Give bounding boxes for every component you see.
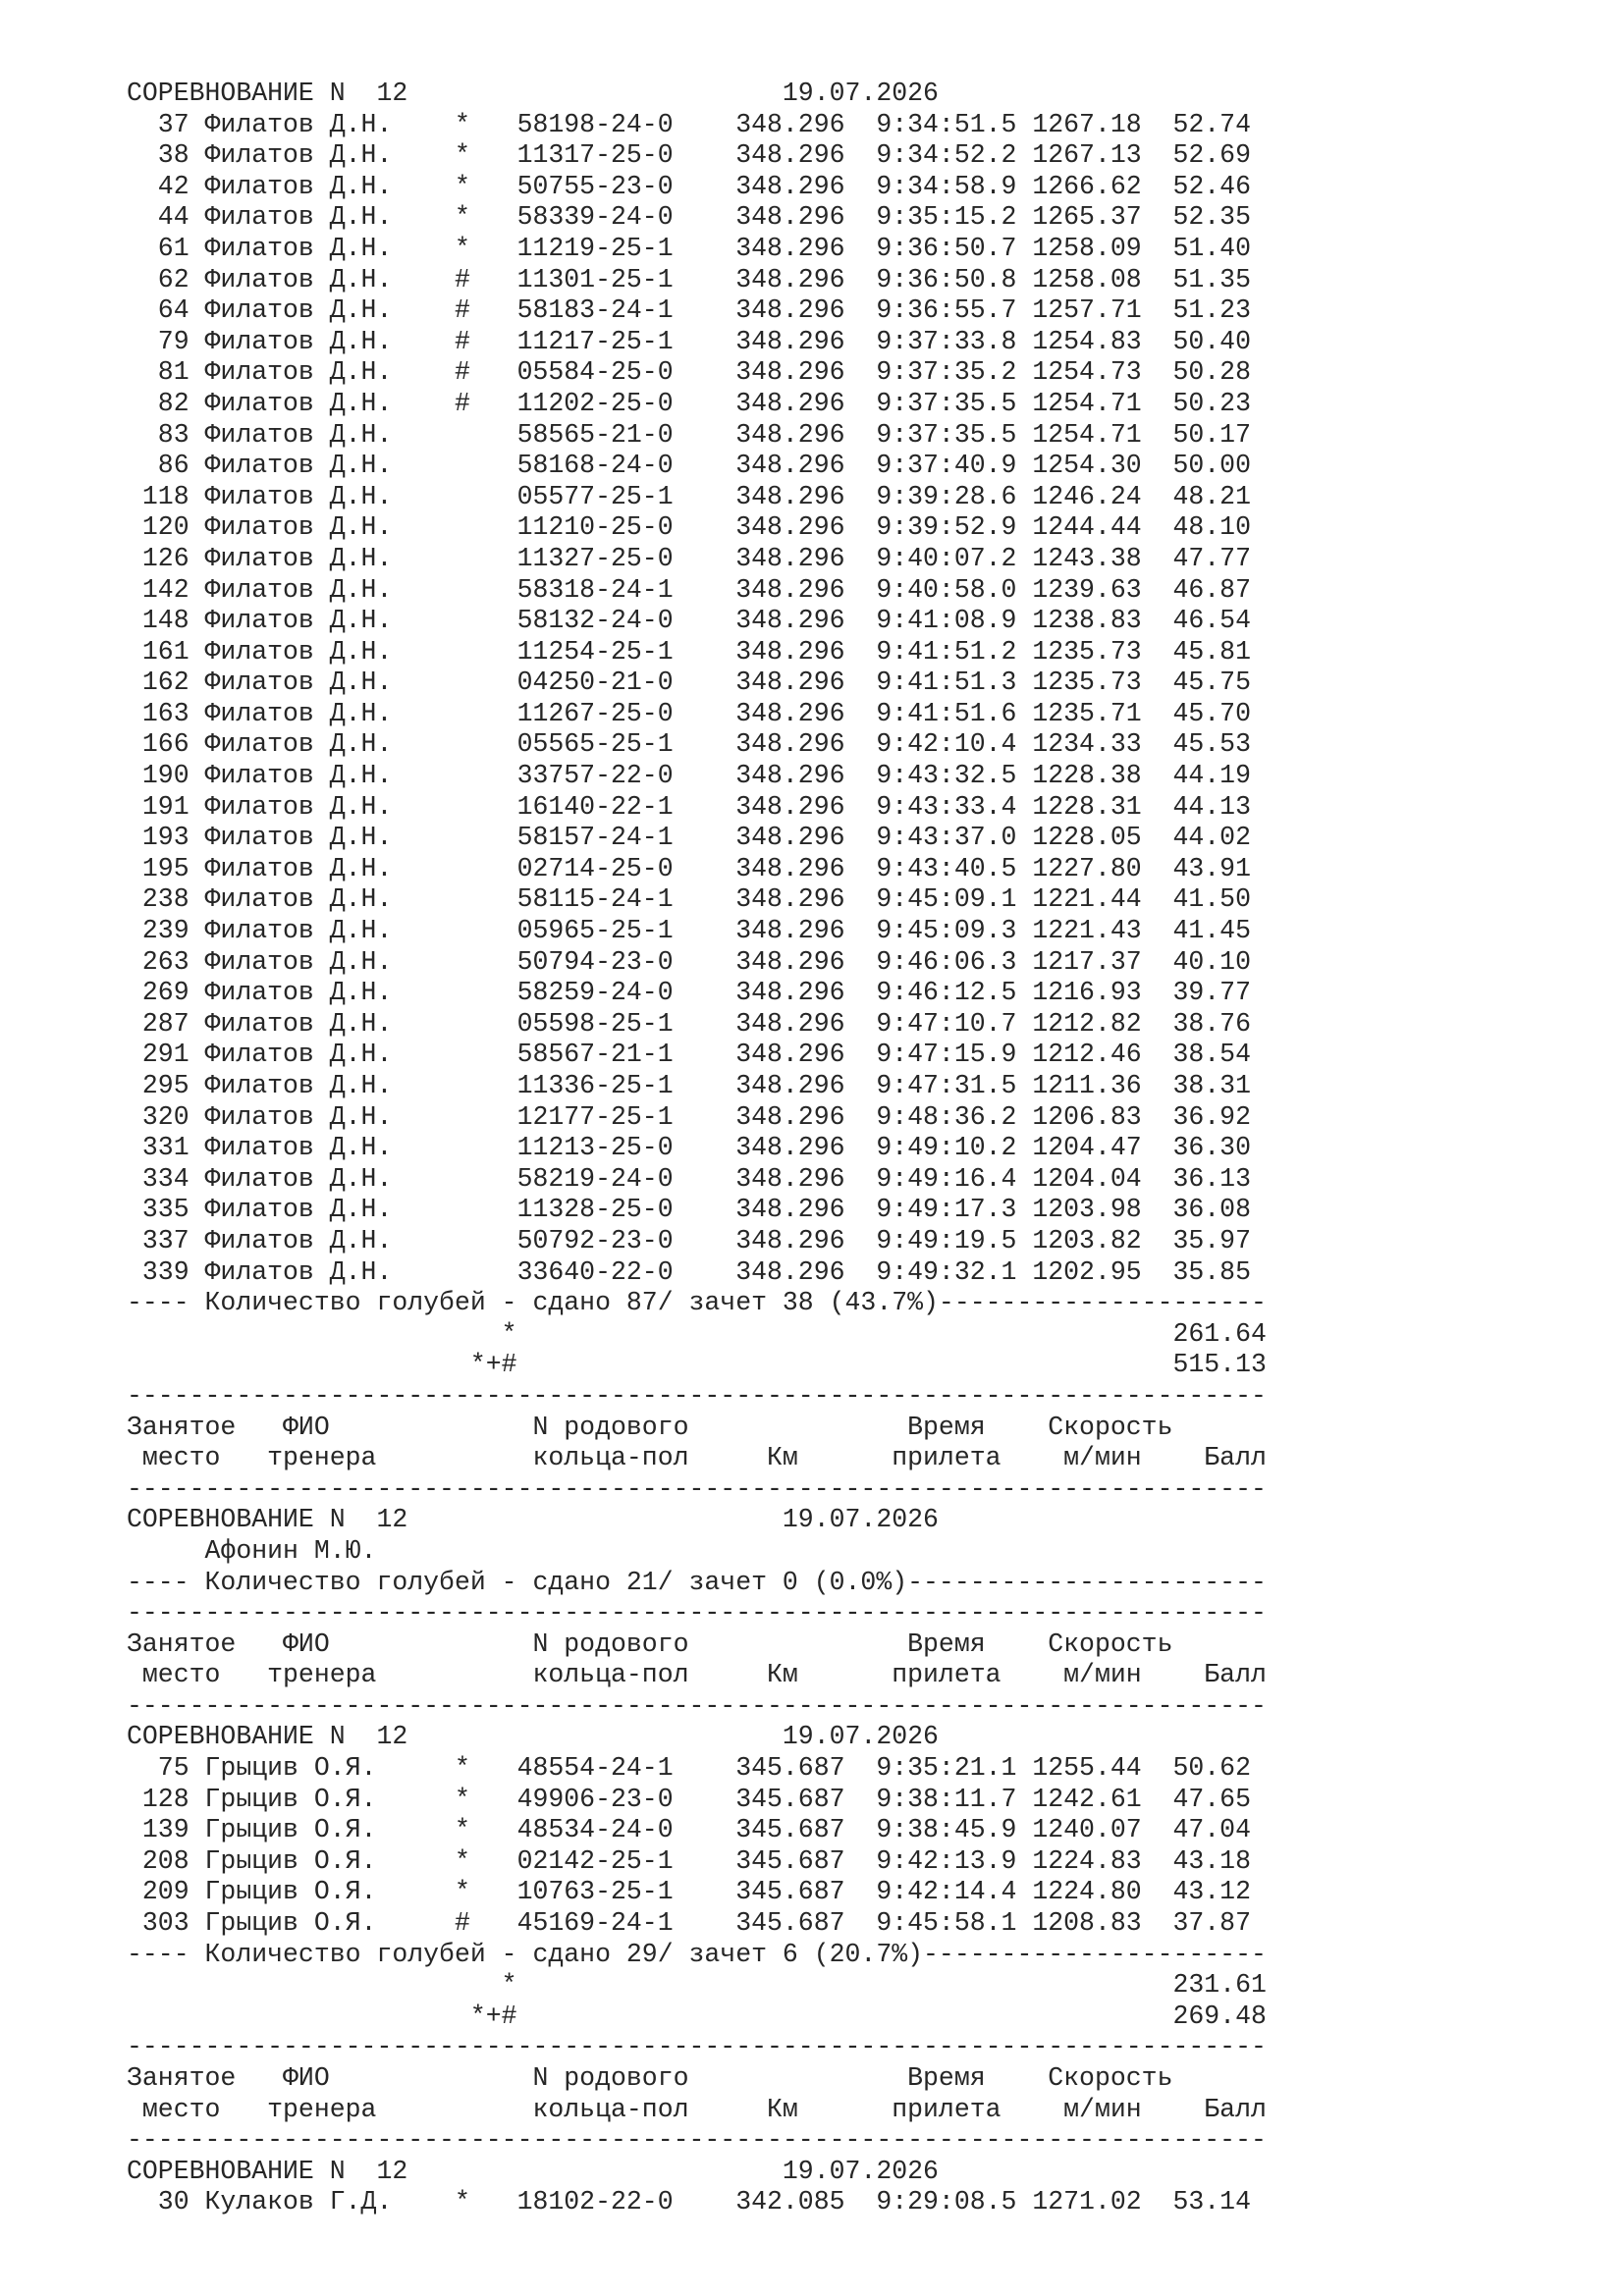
summary-line: ---- Количество голубей - сдано 87/ зачет 38 (43.7%)--------------------- [127, 1288, 1267, 1318]
result-row: 75 Грыцив О.Я. * 48554-24-1 345.687 9:35:21.1 1255.44 50.62 [127, 1753, 1251, 1784]
result-row: 263 Филатов Д.Н. 50794-23-0 348.296 9:46:06.3 1217.37 40.10 [127, 946, 1251, 977]
summary-line: ---- Количество голубей - сдано 21/ зачет 0 (0.0%)----------------------- [127, 1567, 1267, 1597]
competition-header: СОРЕВНОВАНИЕ N 12 19.07.2026 [127, 1722, 939, 1752]
total-line: * 231.61 [127, 1970, 1267, 2001]
result-row: 79 Филатов Д.Н. # 11217-25-1 348.296 9:37:33.8 1254.83 50.40 [127, 326, 1251, 356]
result-row: 339 Филатов Д.Н. 33640-22-0 348.296 9:49:32.1 1202.95 35.85 [127, 1256, 1251, 1287]
total-line: *+# 515.13 [127, 1350, 1267, 1380]
result-row: 61 Филатов Д.Н. * 11219-25-1 348.296 9:36:50.7 1258.09 51.40 [127, 233, 1251, 263]
result-row: 82 Филатов Д.Н. # 11202-25-0 348.296 9:37:35.5 1254.71 50.23 [127, 388, 1251, 418]
result-row: 303 Грыцив О.Я. # 45169-24-1 345.687 9:45:58.1 1208.83 37.87 [127, 1908, 1251, 1939]
result-row: 195 Филатов Д.Н. 02714-25-0 348.296 9:43:40.5 1227.80 43.91 [127, 853, 1251, 883]
result-row: 161 Филатов Д.Н. 11254-25-1 348.296 9:41:51.2 1235.73 45.81 [127, 636, 1251, 667]
result-row: 44 Филатов Д.Н. * 58339-24-0 348.296 9:35:15.2 1265.37 52.35 [127, 202, 1251, 233]
result-row: 291 Филатов Д.Н. 58567-21-1 348.296 9:47:15.9 1212.46 38.54 [127, 1040, 1251, 1070]
result-row: 120 Филатов Д.Н. 11210-25-0 348.296 9:39:52.9 1244.44 48.10 [127, 512, 1251, 543]
divider-line: ------------------------------------------------------------------------- [127, 1473, 1267, 1504]
summary-line: ---- Количество голубей - сдано 29/ зачет 6 (20.7%)---------------------- [127, 1939, 1267, 1969]
divider-line: ------------------------------------------------------------------------- [127, 1598, 1267, 1629]
divider-line: ------------------------------------------------------------------------- [127, 2032, 1267, 2062]
result-row: 142 Филатов Д.Н. 58318-24-1 348.296 9:40:58.0 1239.63 46.87 [127, 574, 1251, 605]
result-row: 269 Филатов Д.Н. 58259-24-0 348.296 9:46:12.5 1216.93 39.77 [127, 978, 1251, 1008]
total-line: * 261.64 [127, 1318, 1267, 1349]
result-row: 238 Филатов Д.Н. 58115-24-1 348.296 9:45:09.1 1221.44 41.50 [127, 884, 1251, 915]
result-row: 239 Филатов Д.Н. 05965-25-1 348.296 9:45:09.3 1221.43 41.45 [127, 916, 1251, 946]
column-header-line-1: Занятое ФИО N родового Время Скорость [127, 2063, 1173, 2093]
column-header-line-2: место тренера кольца-пол Км прилета м/мин Балл [127, 1443, 1267, 1473]
result-row: 287 Филатов Д.Н. 05598-25-1 348.296 9:47:10.7 1212.82 38.76 [127, 1008, 1251, 1039]
result-row: 295 Филатов Д.Н. 11336-25-1 348.296 9:47:31.5 1211.36 38.31 [127, 1071, 1251, 1100]
result-row: 38 Филатов Д.Н. * 11317-25-0 348.296 9:34:52.2 1267.13 52.69 [127, 140, 1251, 171]
result-row: 337 Филатов Д.Н. 50792-23-0 348.296 9:49:19.5 1203.82 35.97 [127, 1225, 1251, 1255]
result-row: 128 Грыцив О.Я. * 49906-23-0 345.687 9:38:11.7 1242.61 47.65 [127, 1784, 1251, 1814]
competition-header: СОРЕВНОВАНИЕ N 12 19.07.2026 [127, 2156, 939, 2186]
result-row: 166 Филатов Д.Н. 05565-25-1 348.296 9:42:10.4 1234.33 45.53 [127, 729, 1251, 760]
result-row: 62 Филатов Д.Н. # 11301-25-1 348.296 9:36:50.8 1258.08 51.35 [127, 264, 1251, 294]
result-row: 163 Филатов Д.Н. 11267-25-0 348.296 9:41:51.6 1235.71 45.70 [127, 698, 1251, 728]
result-row: 64 Филатов Д.Н. # 58183-24-1 348.296 9:36:55.7 1257.71 51.23 [127, 295, 1251, 326]
result-row: 208 Грыцив О.Я. * 02142-25-1 345.687 9:42:13.9 1224.83 43.18 [127, 1845, 1251, 1876]
result-row: 334 Филатов Д.Н. 58219-24-0 348.296 9:49:16.4 1204.04 36.13 [127, 1163, 1251, 1194]
column-header-line-2: место тренера кольца-пол Км прилета м/мин Балл [127, 2094, 1267, 2124]
results-report [127, 79, 1267, 2218]
result-row: 209 Грыцив О.Я. * 10763-25-1 345.687 9:42:14.4 1224.80 43.12 [127, 1877, 1251, 1907]
competition-header: СОРЕВНОВАНИЕ N 12 19.07.2026 [127, 1505, 939, 1535]
result-row: 42 Филатов Д.Н. * 50755-23-0 348.296 9:34:58.9 1266.62 52.46 [127, 171, 1251, 201]
result-row: 83 Филатов Д.Н. 58565-21-0 348.296 9:37:35.5 1254.71 50.17 [127, 419, 1251, 450]
result-row: 162 Филатов Д.Н. 04250-21-0 348.296 9:41:51.3 1235.73 45.75 [127, 667, 1251, 698]
result-row: 30 Кулаков Г.Д. * 18102-22-0 342.085 9:29:08.5 1271.02 53.14 [127, 2187, 1251, 2217]
competition-header: СОРЕВНОВАНИЕ N 12 19.07.2026 [127, 79, 939, 108]
result-row: 86 Филатов Д.Н. 58168-24-0 348.296 9:37:40.9 1254.30 50.00 [127, 451, 1251, 481]
result-row: 37 Филатов Д.Н. * 58198-24-0 348.296 9:34:51.5 1267.18 52.74 [127, 109, 1251, 139]
divider-line: ------------------------------------------------------------------------- [127, 1690, 1267, 1721]
result-row: 331 Филатов Д.Н. 11213-25-0 348.296 9:49:10.2 1204.47 36.30 [127, 1133, 1251, 1163]
result-row: 139 Грыцив О.Я. * 48534-24-0 345.687 9:38:45.9 1240.07 47.04 [127, 1815, 1251, 1845]
fancier-name: Афонин М.Ю. [127, 1535, 377, 1566]
result-row: 148 Филатов Д.Н. 58132-24-0 348.296 9:41:08.9 1238.83 46.54 [127, 606, 1251, 636]
result-row: 335 Филатов Д.Н. 11328-25-0 348.296 9:49:17.3 1203.98 36.08 [127, 1195, 1251, 1225]
result-row: 81 Филатов Д.Н. # 05584-25-0 348.296 9:37:35.2 1254.73 50.28 [127, 357, 1251, 388]
result-row: 191 Филатов Д.Н. 16140-22-1 348.296 9:43:33.4 1228.31 44.13 [127, 791, 1251, 822]
result-row: 126 Филатов Д.Н. 11327-25-0 348.296 9:40:07.2 1243.38 47.77 [127, 543, 1251, 573]
result-row: 193 Филатов Д.Н. 58157-24-1 348.296 9:43:37.0 1228.05 44.02 [127, 823, 1251, 853]
divider-line: ------------------------------------------------------------------------- [127, 2125, 1267, 2156]
result-row: 190 Филатов Д.Н. 33757-22-0 348.296 9:43:32.5 1228.38 44.19 [127, 761, 1251, 791]
column-header-line-1: Занятое ФИО N родового Время Скорость [127, 1412, 1173, 1442]
column-header-line-1: Занятое ФИО N родового Время Скорость [127, 1629, 1173, 1659]
result-row: 118 Филатов Д.Н. 05577-25-1 348.296 9:39:28.6 1246.24 48.21 [127, 481, 1251, 511]
column-header-line-2: место тренера кольца-пол Км прилета м/мин Балл [127, 1660, 1267, 1690]
total-line: *+# 269.48 [127, 2001, 1267, 2031]
divider-line: ------------------------------------------------------------------------- [127, 1380, 1267, 1411]
result-row: 320 Филатов Д.Н. 12177-25-1 348.296 9:48:36.2 1206.83 36.92 [127, 1101, 1251, 1132]
